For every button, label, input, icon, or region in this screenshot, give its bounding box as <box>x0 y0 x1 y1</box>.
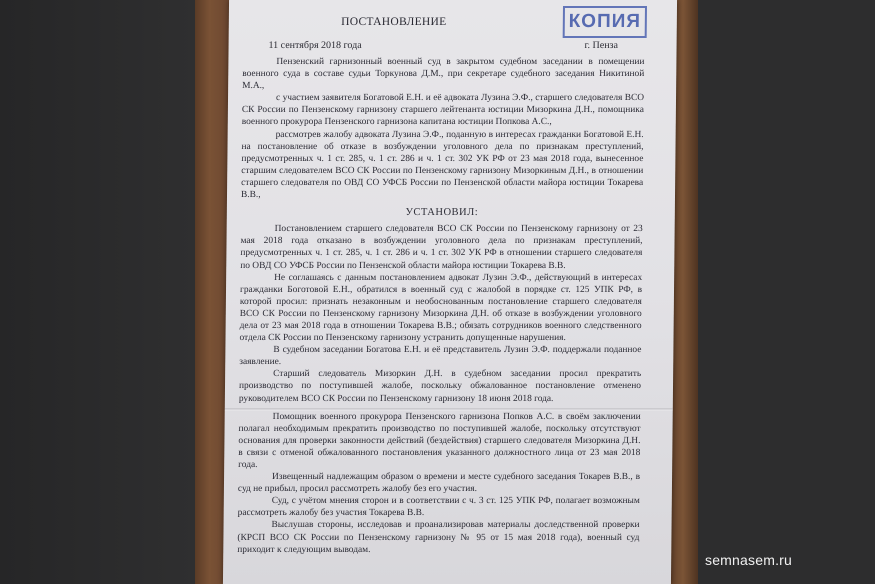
body-paragraph: Выслушав стороны, исследовав и проанализировав материалы доследственной проверки (КРСП ВСО СК России по Пензенскому гарнизону № 95 от 15 мая 2018 года), военный суд приходит к следующим выводам. <box>237 520 640 555</box>
body-paragraph: В судебном заседании Богатова Е.Н. и её представитель Лузин Э.Ф. поддержали поданное заявление. <box>239 345 642 368</box>
intro-paragraph-participants: с участием заявителя Богатовой Е.Н. и её адвоката Лузина Э.Ф., старшего следователя ВСО СК России по Пензенскому гарнизону старшего лейтенанта юстиции Мизоркина Д.Н., помощника военного прокурора Пензенского гарнизона капитана юстиции Попкова А.С., <box>241 93 645 128</box>
body-paragraph: Суд, с учётом мнения сторон и в соответствии с ч. 3 ст. 125 УПК РФ, полагает возможным рассмотреть жалобу без участия Токарева В.В. <box>237 496 640 519</box>
copy-stamp: КОПИЯ <box>563 6 647 38</box>
document-city: г. Пенза <box>584 40 619 51</box>
intro-paragraph-court: Пензенский гарнизонный военный суд в закрытом судебном заседании в помещении военного суда в составе судьи Торкунова Д.М., при секретаре судебного заседания Никитиной М.А., <box>242 57 645 92</box>
site-watermark: semnasem.ru <box>705 552 793 568</box>
body-paragraph: Старший следователь Мизоркин Д.Н. в судебном заседании просил прекратить производство по поступившей жалобе, поскольку обжалованное постановление отменено руководителем ВСО СК России по Пензенскому гарнизону 18 июня 2018 года. <box>238 369 642 404</box>
photo-background-right <box>698 0 875 584</box>
document-title: ПОСТАНОВЛЕНИЕ <box>341 16 447 28</box>
document-text <box>237 56 644 556</box>
intro-paragraph-complaint: рассмотрев жалобу адвоката Лузина Э.Ф., поданную в интересах гражданки Богатовой Е.Н. на постановление об отказе в возбуждении уголовного дела по признакам преступлений, предусмотренных ч. 1 ст. 285, ч. 1 ст. 286 и ч. 1 ст. 302 УК РФ от 23 мая 2018 года, вынесенное старшим следователем ВСО СК России по Пензенскому гарнизону Мизоркиным Д.Н., в отношении старшего следователя по ОВД СО УФСБ России по Пензенской области майора юстиции Токарева В.В., <box>240 129 644 201</box>
section-heading: УСТАНОВИЛ: <box>405 207 479 219</box>
body-paragraph: Помощник военного прокурора Пензенского гарнизона Попков А.С. в своём заключении полагал необходимым прекратить производство по поступившей жалобе, поскольку отсутствуют основания для проверки законности действий (бездействия) старшего следователя Мизоркина Д.Н. в связи с отменой обжалованного постановления указанного должностного лица от 23 мая 2018 года. <box>238 411 641 470</box>
photo-background-left <box>0 0 195 584</box>
document-page <box>223 0 677 584</box>
document-date: 11 сентября 2018 года <box>268 40 362 51</box>
body-paragraph: Постановлением старшего следователя ВСО СК России по Пензенскому гарнизону от 23 мая 2018 года отказано в возбуждении уголовного дела по признакам преступлений, предусмотренных ч. 1 ст. 285, ч. 1 ст. 286 и ч. 1 ст. 302 УК РФ в отношении старшего следователя по ОВД СО УФСБ России по Пензенской области майора юстиции Токарева В.В. <box>240 224 643 271</box>
body-paragraph: Извещенный надлежащим образом о времени и месте судебного заседания Токарев В.В., в суд не прибыл, просил рассмотреть жалобу без его участия. <box>237 472 641 495</box>
body-paragraph: Не соглашаясь с данным постановлением адвокат Лузин Э.Ф., действующий в интересах гражданки Боготовой Е.Н., обратился в военный суд с жалобой в порядке ст. 125 УПК РФ, в которой просил: признать незаконным и необоснованным постановление старшего следователя ВСО СК России по Пензенскому гарнизону Мизоркина Д.Н. об отказе в возбуждении уголовного дела от 23 мая 2018 года в отношении Токарева В.В.; обязать сотрудников военного следственного отдела СК России по Пензенскому гарнизону устранить допущенные нарушения. <box>239 272 643 344</box>
